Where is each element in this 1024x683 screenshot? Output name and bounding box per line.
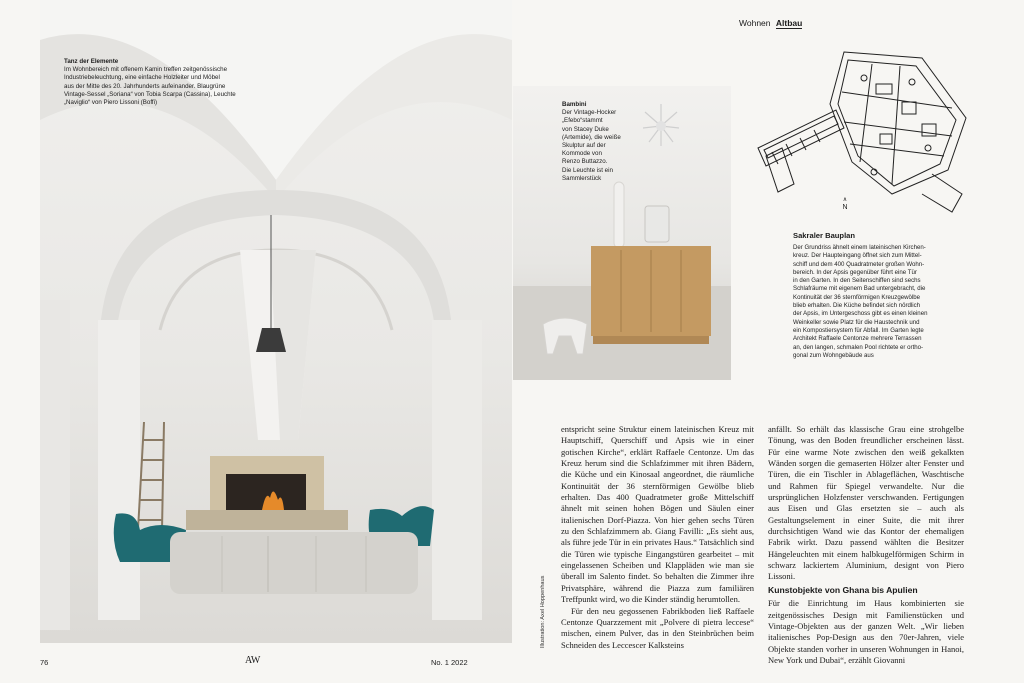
side-caption-line: von Stacey Duke: [562, 125, 609, 133]
side-caption-line: Die Leuchte ist ein: [562, 166, 613, 174]
main-caption-line: „Naviglio“ von Piero Lissoni (Boffi): [64, 99, 158, 107]
side-caption-line: Kommode von: [562, 150, 602, 158]
magazine-logo: AW: [245, 655, 260, 666]
article-paragraph: Für die Einrichtung im Haus kombinierten sie zeitgenössisches Design mit Familienstücken und Vintage-Objekten aus der ganzen Welt. „Wir lieben italienisches Pop-Design aus den 70er-Jahren, viele Objekte standen vorher in unseren Wohnungen in Hanoi, New York und Dubai“, erzählt Giovanni: [768, 598, 964, 665]
plan-line: an, den langen, schmalen Pool richtete er ortho-: [793, 343, 924, 351]
north-label: N: [842, 204, 848, 211]
plan-line: Architekt Raffaele Centonze mehrere Terrassen: [793, 335, 922, 343]
page-number: 76: [40, 658, 49, 667]
plan-line: blieb erhalten. Die Küche befindet sich nördlich: [793, 302, 921, 310]
side-caption-line: Sammlerstück: [562, 174, 602, 182]
plan-line: ein Kompostiersystem für Abfall. Im Garten legte: [793, 326, 924, 334]
section-label: Wohnen: [739, 18, 771, 28]
plan-line: in den Garten. In den Seitenschiffen sind sechs: [793, 277, 921, 285]
article-paragraph: Für den neu gegossenen Fabrikboden ließ Raffaele Centonze Quarzzement mit „Polvere di pietra leccese“ mischen, einem Pulver, das in den Steinbrüchen beim Schneiden des Leccescer Kalksteins: [561, 605, 754, 650]
north-arrow: [838, 196, 852, 212]
main-caption-line: Vintage-Sessel „Soriana“ von Tobia Scarpa (Cassina), Leuchte: [64, 90, 236, 98]
article-paragraph: entspricht seine Struktur einem lateinischen Kreuz mit Hauptschiff, Querschiff und Apsis wie in einer gotischen Kirche“, erklärt Raffaele Centonze. Um das Kreuz herum sind die Schlafzimmer mit ihren Bädern, die Küche und ein Kinosaal angeordnet, die räumliche Kontinuität der 36 sternförmigen Gewölbe blieb erhalten. Das 400 Quadratmeter große Mittelschiff ähnelt mit seinen hohen Bögen und Säulen einer italienischen Dorf-Piazza. Von hier gehen sechs Türen zu den Schlafzimmern ab. Giang Favilli: „Es sieht aus, als führe jede Tür in ein privates Haus.“ Tatsächlich sind die Türen wie typische Eingangstüren gearbeitet – mit eingelassenen Scheiben und Klappläden wie man sie überall im Salento findet. So behalten die Zimmer ihre Privatsphäre, während die Piazza zum familiären Treffpunkt wird, wo die Kinder ständig herumtollen.: [561, 424, 754, 605]
illustration-credit: Illustration: Axel Hoppenhaus: [540, 575, 546, 648]
issue-number: No. 1 2022: [431, 658, 468, 667]
plan-line: Kontinuität der 36 sternförmigen Kreuzgewölbe: [793, 293, 921, 301]
plan-line: schiff und dem 400 Quadratmeter großen Wohn-: [793, 260, 925, 268]
north-arrow-icon: ∧: [842, 197, 848, 203]
plan-line: bereich. In der Apsis gegenüber führt eine Tür: [793, 268, 917, 276]
plan-title: Sakraler Bauplan: [793, 231, 856, 240]
subsection-label: Altbau: [775, 18, 803, 28]
article-column-2: [768, 424, 964, 666]
main-caption-line: Industriebeleuchtung, eine einfache Holzleiter und Möbel: [64, 74, 220, 82]
plan-line: der Apsis, im Untergeschoss gibt es einen kleinen: [793, 310, 928, 318]
main-caption-title: Tanz der Elemente: [64, 58, 119, 65]
article-subheading: Kunstobjekte von Ghana bis Apulien: [768, 584, 918, 595]
section-header: [739, 18, 802, 28]
side-caption-line: (Artemide), die weiße: [562, 133, 621, 141]
plan-line: kreuz. Der Haupteingang öffnet sich zum Mittel-: [793, 252, 922, 260]
plan-description: [793, 244, 973, 360]
plan-line: Schlafräume mit eigenem Bad untergebracht, die: [793, 285, 926, 293]
plan-caption: [793, 231, 973, 360]
floor-plan: [752, 44, 972, 220]
side-caption-line: Skulptur auf der: [562, 142, 606, 150]
main-caption-line: aus der Mitte des 20. Jahrhunderts aufeinander. Blaugrüne: [64, 82, 226, 90]
plan-line: gonal zum Wohngebäude aus: [793, 351, 874, 359]
side-caption-title: Bambini: [562, 101, 587, 108]
main-caption-line: Im Wohnbereich mit offenem Kamin treffen zeitgenössische: [64, 66, 228, 74]
plan-line: Der Grundriss ähnelt einem lateinischen Kirchen-: [793, 244, 926, 251]
article-paragraph: anfällt. So erhält das klassische Grau eine strohgelbe Tönung, was den Boden freundlicher erscheinen lässt. Für eine warme Note zwischen den weiß gekalkten Wänden sorgen die gemaserten Hölzer alter Fenster und Türen, die ein Tischler in Ablageflächen, Waschtische und Rahmen für Spiegel verwandelte. Nur die ursprünglichen Holzfenster verschwanden. Fertigungen aus Eisen und Glas ersetzten sie – auch als Gestaltungselement in einer Suite, die mit ihrer durchsichtigen Wand wie das Kontor der ehemaligen Fabrik wirkt. Dazu passend wählten die Besitzer Hängeleuchten mit einem halbkugelförmigen Schirm in schwarz lackiertem Aluminium, designt von Piero Lissoni.: [768, 424, 964, 582]
side-photo-caption: [562, 101, 642, 183]
side-caption-line: Renzo Buttazzo.: [562, 158, 608, 166]
side-caption-line: „Efebo“stammt: [562, 117, 603, 125]
article-column-1: [561, 424, 754, 651]
main-photo-caption: [64, 58, 274, 107]
floor-plan-drawing: [752, 44, 972, 220]
side-caption-line: Der Vintage-Hocker: [562, 109, 617, 117]
plan-line: Weinkeller sowie Platz für die Haustechnik und: [793, 318, 920, 326]
